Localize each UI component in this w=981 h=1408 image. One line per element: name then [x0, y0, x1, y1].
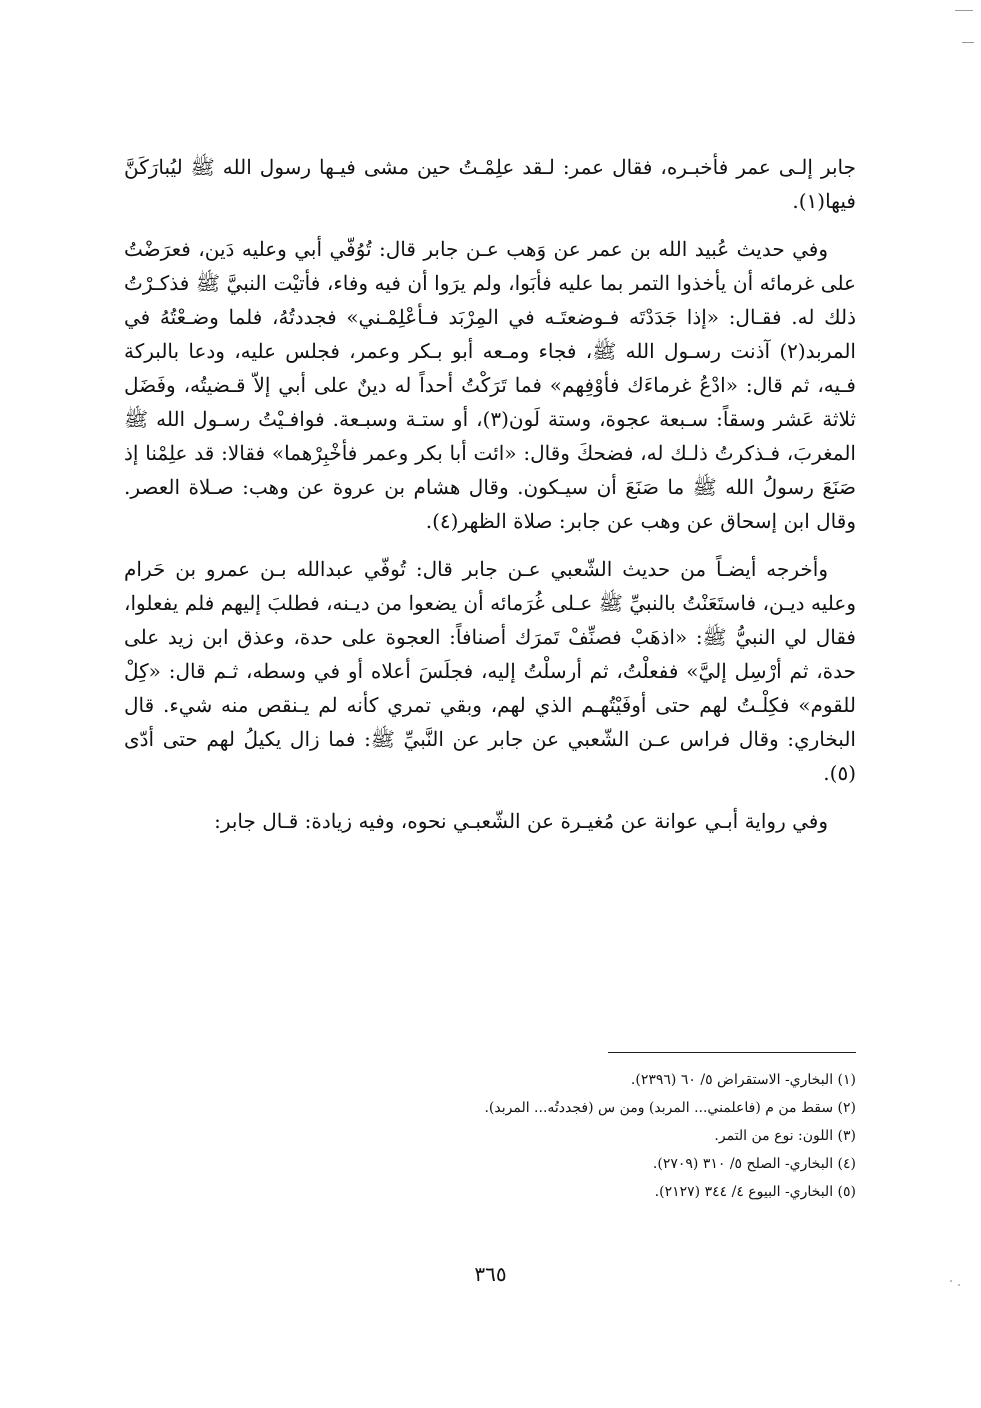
footnote: (٥) البخاري- البيوع ٤/ ٣٤٤ (٢١٢٧).: [654, 1184, 856, 1200]
scan-artifact: [962, 42, 974, 43]
page-number: ٣٦٥: [474, 1262, 507, 1286]
paragraph: وفي رواية أبـي عوانة عن مُغيـرة عن الشّعبـي نحوه، وفيه زيادة: قـال جابر:: [214, 809, 828, 833]
main-text: [124, 150, 856, 852]
footnotes: [256, 1066, 856, 1206]
scan-artifact: [955, 10, 973, 11]
footnote: (٢) سقط من م (فاعلمني... المربد) ومن س (فجددتُه... المربد).: [484, 1100, 856, 1116]
paragraph: وفي حديث عُبيد الله بن عمر عن وَهب عـن جابر قال: تُوُفّي أبي وعليه دَين، فعرَضْتُ على غرمائه أن يأخذوا التمر بما عليه فأبَوا، ولم يرَوا أن فيه وفاء، فأتيْت النبيَّ ﷺ فذكـرْتُ ذلك له. فقـال: «إذا جَدَدْتَه فـوضعتَـه في المِرْبَد فـأعْلِمْـني» فجددتُهُ، فلما وضـعْتُهُ في المربد(٢) آذنت رسـول الله ﷺ، فجاء ومـعه أبو بـكر وعمر، فجلس عليه، ودعا بالبركة فـيه، ثم قال: «ادْعُ غرماءَك فأوْفِهم» فما تَرَكْتُ أحداً له دينٌ على أبي إلاّ قـضيتُه، وفَضَل ثلاثة عَشر وسقاً: سـبعة عجوة، وستة لَون(٣)، أو ستـة وسبـعة. فوافـيْتُ رسـول الله ﷺ المغربَ، فـذكرتُ ذلـك له، فضحكَ وقال: «ائت أبا بكر وعمر فأخْبِرْهما» فقالا: قد علِمْنا إذ صَنَعَ رسولُ الله ﷺ ما صَنَعَ أن سيـكون. وقال هشام بن عروة عن وهب: صـلاة العصر. وقال ابن إسحاق عن وهب عن جابر: صلاة الظهر(٤).: [124, 237, 856, 533]
paragraph: جابر إلـى عمر فأخبـره، فقال عمر: لـقد علِمْـتُ حين مشى فيـها رسول الله ﷺ ليُبارَكَنَّ فيها(١).: [124, 155, 856, 213]
paragraph: وأخرجه أيضـاً من حديث الشّعبي عـن جابر قال: تُوفّي عبدالله بـن عمرو بن حَرام وعليه ديـن، فاستَعَنْتُ بالنبيِّ ﷺ عـلى غُرَمائه أن يضعوا من ديـنه، فطلبَ إليهم فلم يفعلوا، فقال لي النبيُّ ﷺ: «اذهَبْ فصنِّفْ تَمرَك أصنافاً: العجوة على حدة، وعذق ابن زيد على حدة، ثم أرْسِل إليَّ» ففعلْتُ، ثم أرسلْتُ إليه، فجلَسَ أعلاه أو في وسطه، ثـم قال: «كِلْ للقوم» فكِلْـتُ لهم حتى أوفَيْتُهـم الذي لهم، وبقي تمري كأنه لم يـنقص منه شيء. قال البخاري: وقال فراس عـن الشّعبي عن جابر عن النَّبيِّ ﷺ: فما زال يكيلُ لهم حتى أدّى (٥).: [124, 557, 856, 785]
footnote: (١) البخاري- الاستقراض ٥/ ٦٠ (٢٣٩٦).: [630, 1072, 856, 1088]
footnote: (٣) اللون: نوع من التمر.: [714, 1128, 856, 1144]
footnote-divider: [608, 1052, 856, 1053]
footnote: (٤) البخاري- الصلح ٥/ ٣١٠ (٢٧٠٩).: [652, 1156, 856, 1172]
